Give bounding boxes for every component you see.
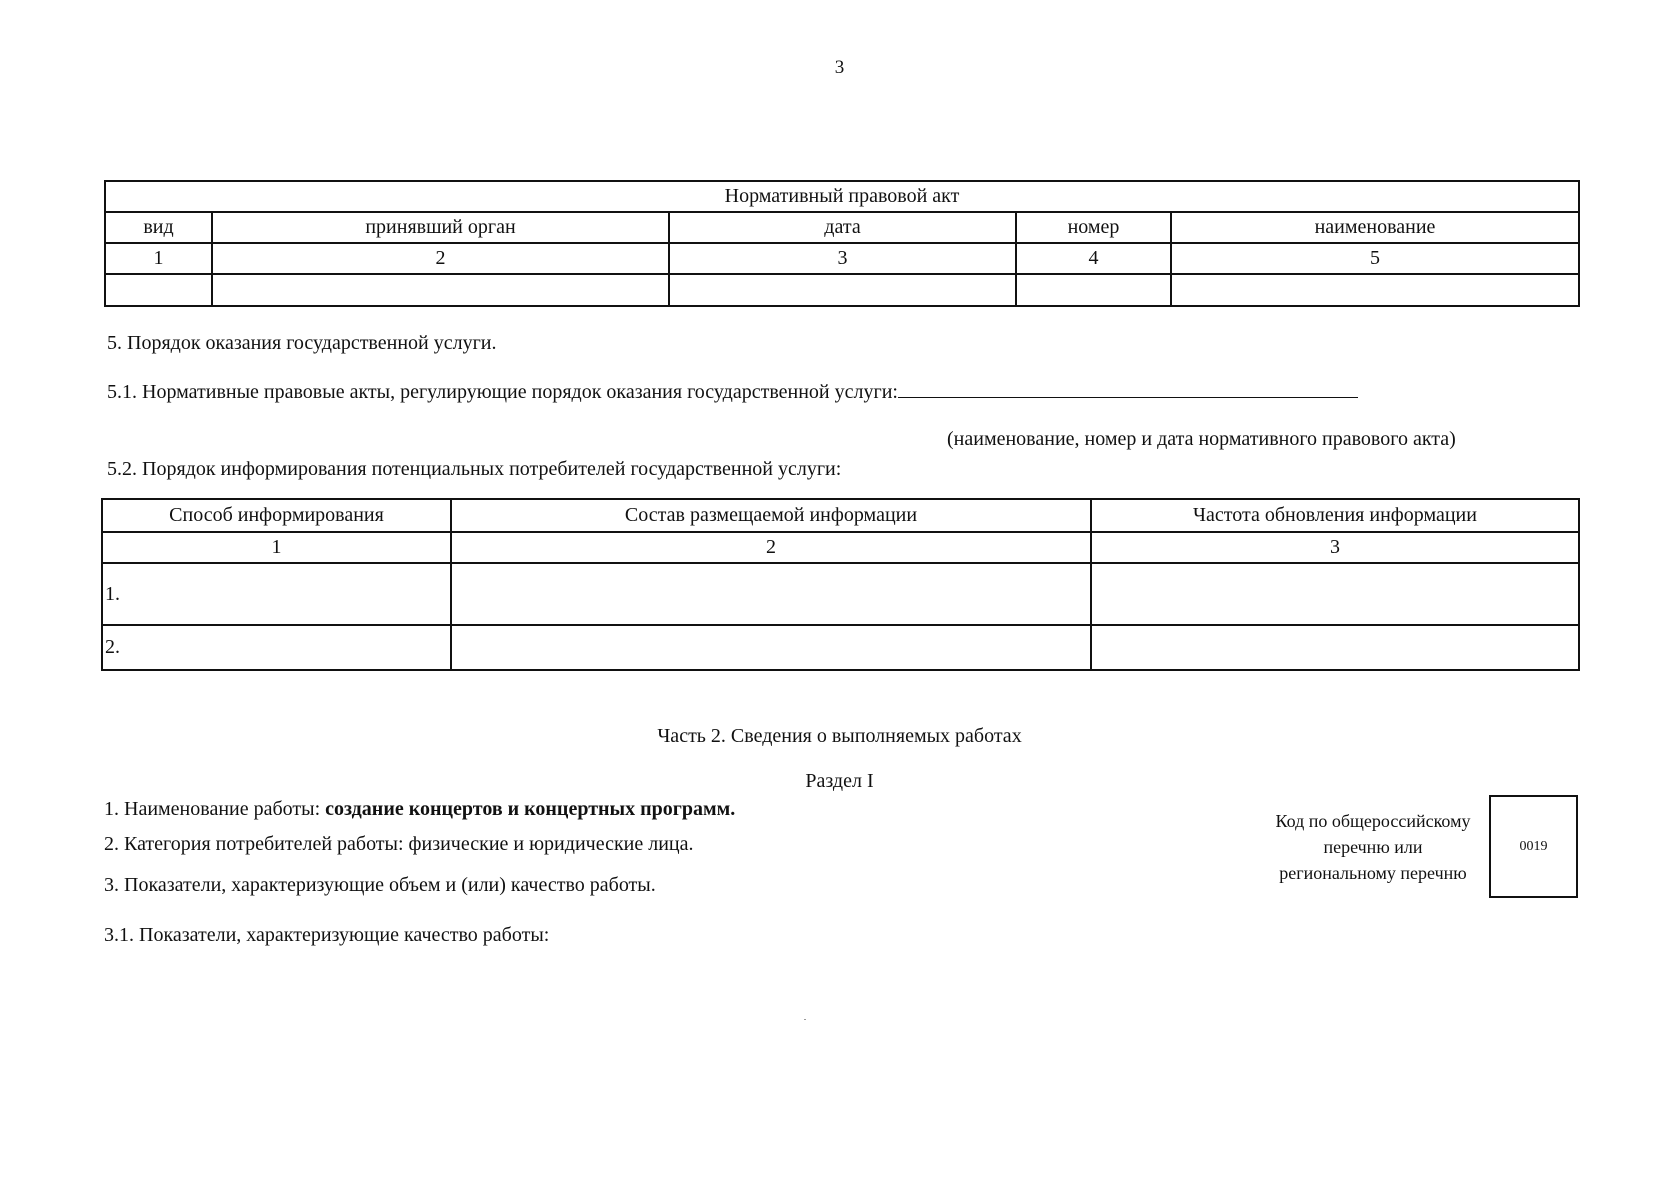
quality-indicators-heading: 3.1. Показатели, характеризующие качество работы: [104, 924, 550, 946]
column-number: 3 [669, 243, 1016, 274]
item-5-1-caption: (наименование, номер и дата нормативного правового акта) [947, 428, 1456, 450]
header-cell: номер [1016, 212, 1171, 243]
column-number: 2 [212, 243, 669, 274]
table-cell [1171, 274, 1579, 306]
page-number: 3 [834, 57, 845, 78]
column-number: 4 [1016, 243, 1171, 274]
header-cell: наименование [1171, 212, 1579, 243]
scan-speck [804, 1019, 806, 1020]
work-name-line [104, 798, 735, 821]
column-number: 1 [105, 243, 212, 274]
column-number: 1 [102, 532, 451, 563]
table-cell [669, 274, 1016, 306]
table-cell [212, 274, 669, 306]
registry-code-label-line: Код по общероссийскому [1275, 811, 1471, 831]
normative-act-table [104, 180, 1580, 307]
header-cell: принявший орган [212, 212, 669, 243]
table-cell [1091, 625, 1579, 670]
item-5-1-line [107, 379, 1358, 404]
section-title: Раздел I [805, 770, 874, 792]
section-5-heading: 5. Порядок оказания государственной услуги. [107, 332, 497, 354]
part-2-title: Часть 2. Сведения о выполняемых работах [657, 725, 1022, 747]
item-5-2-text: 5.2. Порядок информирования потенциальных потребителей государственной услуги: [107, 458, 842, 480]
column-number: 2 [451, 532, 1091, 563]
header-cell: вид [105, 212, 212, 243]
header-cell: Способ информирования [102, 499, 451, 532]
table-cell [1091, 563, 1579, 625]
registry-code-label-line: региональному перечню [1279, 863, 1467, 883]
informing-table [101, 498, 1580, 671]
registry-code-box [1489, 795, 1578, 898]
table-cell: 2. [102, 625, 451, 670]
registry-code-label-line: перечню или [1323, 837, 1423, 857]
table-cell [1016, 274, 1171, 306]
item-5-1-text: 5.1. Нормативные правовые акты, регулирующие порядок оказания государственной услуги: [107, 381, 898, 403]
column-number: 5 [1171, 243, 1579, 274]
header-cell: дата [669, 212, 1016, 243]
table-title: Нормативный правовой акт [105, 181, 1579, 212]
registry-code-value: 0019 [1519, 838, 1548, 854]
indicators-heading: 3. Показатели, характеризующие объем и (или) качество работы. [104, 874, 656, 896]
table-cell: 1. [102, 563, 451, 625]
table-cell [105, 274, 212, 306]
work-name-value: создание концертов и концертных программ. [325, 798, 736, 820]
table-cell [451, 563, 1091, 625]
work-name-label: 1. Наименование работы: [104, 798, 326, 820]
header-cell: Состав размещаемой информации [451, 499, 1091, 532]
consumer-category: 2. Категория потребителей работы: физические и юридические лица. [104, 833, 694, 855]
registry-code-label [1258, 808, 1488, 886]
fill-in-line [898, 379, 1358, 398]
column-number: 3 [1091, 532, 1579, 563]
table-cell [451, 625, 1091, 670]
header-cell: Частота обновления информации [1091, 499, 1579, 532]
